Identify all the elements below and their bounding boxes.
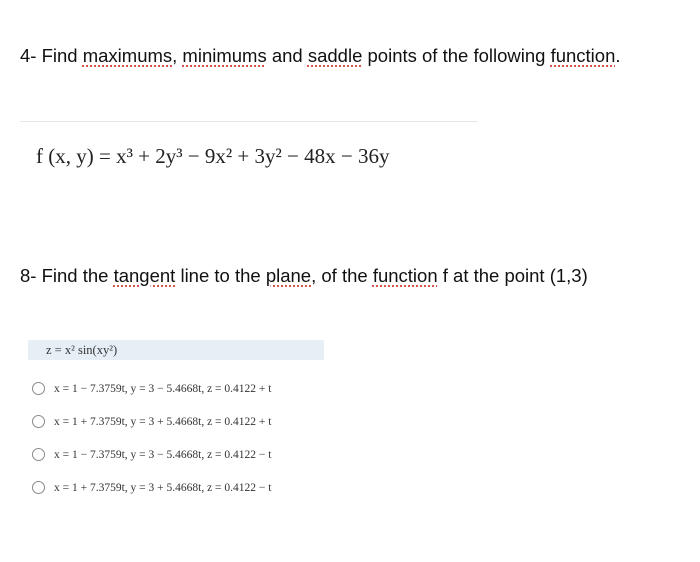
spellcheck-word-saddle: saddle: [307, 45, 363, 66]
answer-option[interactable]: [32, 438, 271, 471]
spellcheck-word-minimums: minimums: [182, 45, 267, 66]
q8-text-prefix: 8- Find the: [20, 265, 114, 286]
spellcheck-word-maximums: maximums: [82, 45, 173, 66]
q8-text-mid2: , of the: [311, 265, 373, 286]
answer-options: [32, 372, 271, 504]
q8-text-suffix: f at the point (1,3): [437, 265, 588, 286]
question-8-title: [20, 264, 588, 288]
q4-text-suffix: .: [615, 45, 621, 66]
answer-option-text: x = 1 + 7.3759t, y = 3 + 5.4668t, z = 0.4122 − t: [54, 481, 272, 494]
q4-text-mid1: and: [266, 45, 308, 66]
answer-option-text: x = 1 + 7.3759t, y = 3 + 5.4668t, z = 0.4122 + t: [54, 415, 272, 428]
radio-button[interactable]: [32, 481, 45, 494]
radio-button[interactable]: [32, 448, 45, 461]
answer-option[interactable]: [32, 405, 271, 438]
radio-button[interactable]: [32, 415, 45, 428]
function-formula: f (x, y) = x³ + 2y³ − 9x² + 3y² − 48x − 36y: [36, 144, 390, 168]
answer-option[interactable]: [32, 372, 271, 405]
answer-option-text: x = 1 − 7.3759t, y = 3 − 5.4668t, z = 0.4122 + t: [54, 382, 272, 395]
spellcheck-word-tangent: tangent: [113, 265, 176, 286]
surface-equation: z = x² sin(xy²): [46, 343, 118, 357]
q8-text-mid1: line to the: [175, 265, 266, 286]
spellcheck-word-function: function: [550, 45, 616, 66]
spellcheck-word-plane: plane: [265, 265, 312, 286]
answer-option[interactable]: [32, 471, 271, 504]
q4-text-prefix: 4- Find: [20, 45, 83, 66]
q4-text-sep: ,: [172, 45, 183, 66]
formula-divider: [20, 121, 478, 122]
q4-text-mid2: points of the following: [362, 45, 551, 66]
radio-button[interactable]: [32, 382, 45, 395]
spellcheck-word-function-2: function: [372, 265, 438, 286]
question-4-title: [20, 44, 621, 68]
answer-option-text: x = 1 − 7.3759t, y = 3 − 5.4668t, z = 0.4122 − t: [54, 448, 272, 461]
